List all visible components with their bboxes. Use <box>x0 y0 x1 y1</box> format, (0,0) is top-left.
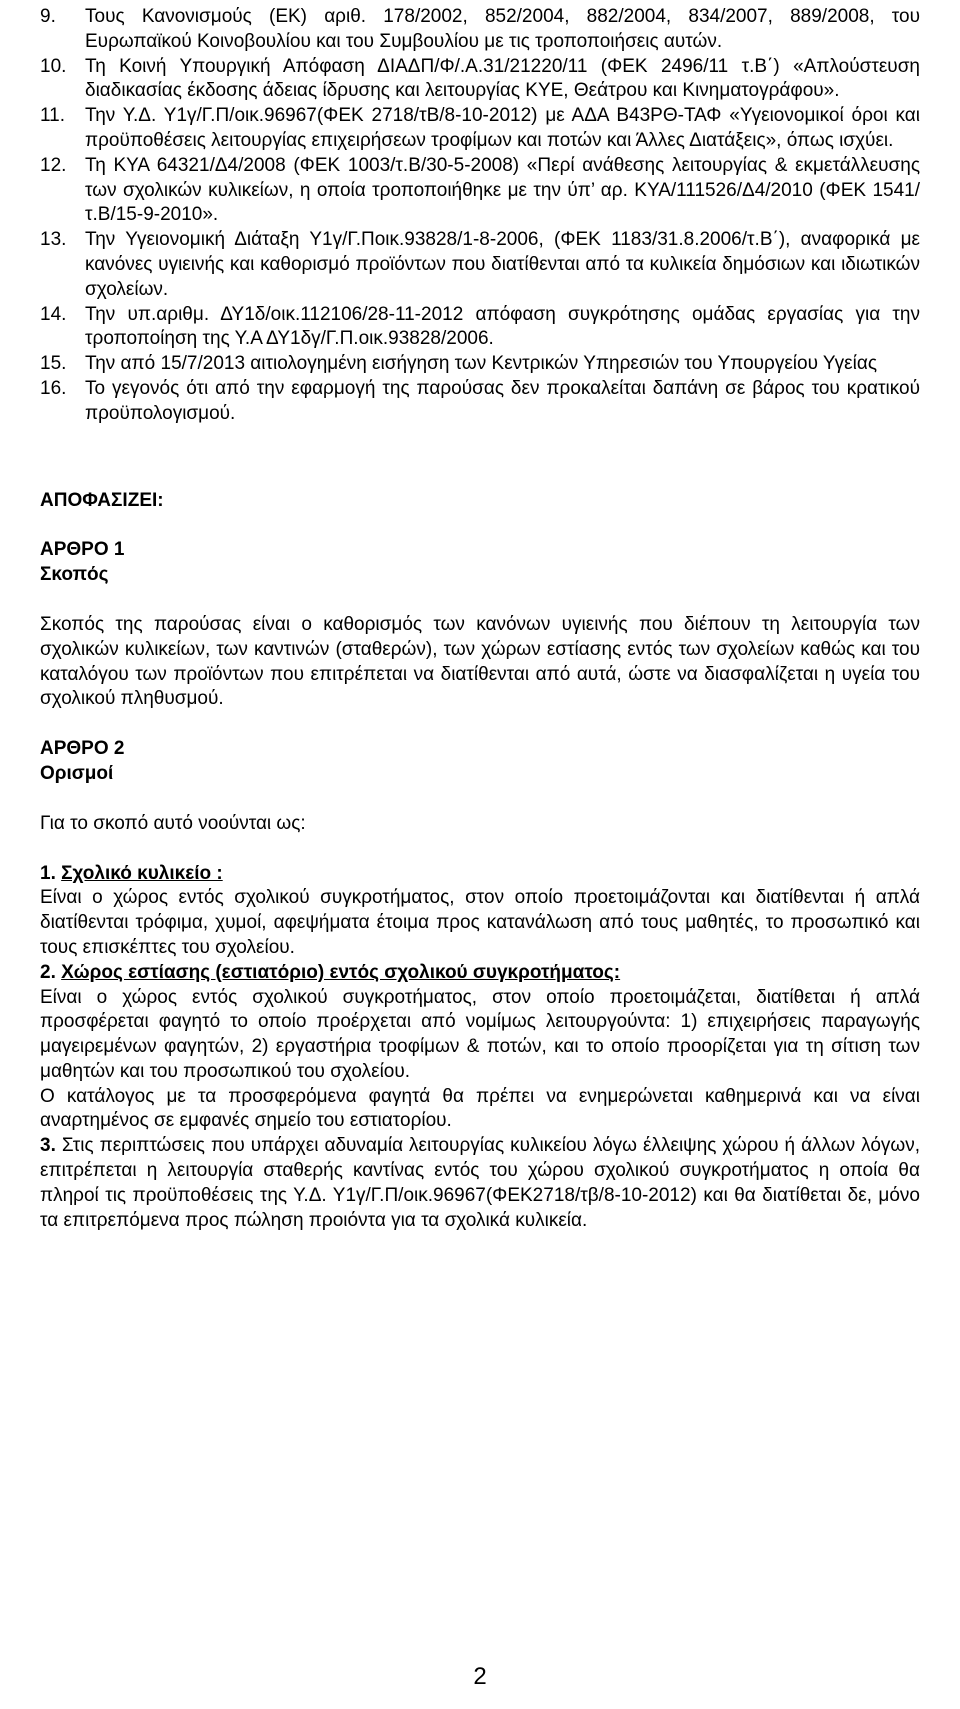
definition-3-number: 3. <box>40 1135 56 1157</box>
decision-heading: ΑΠΟΦΑΣΙΖΕΙ: <box>40 489 164 511</box>
definition-2-heading <box>40 961 920 986</box>
list-item-number: 13. <box>40 229 67 251</box>
article-2-title: Ορισμοί <box>40 762 114 784</box>
definition-1-number: 1. <box>40 862 56 884</box>
list-item <box>40 303 920 353</box>
list-item <box>40 154 920 228</box>
list-item-number: 12. <box>40 154 67 176</box>
definition-2-body-2: Ο κατάλογος με τα προσφερόμενα φαγητά θα πρέπει να ενημερώνεται καθημερινά και να είναι αναρτημένος σε εμφανές σημείο του εστιατορίου. <box>40 1085 920 1132</box>
list-item-text: Τη ΚΥΑ 64321/Δ4/2008 (ΦΕΚ 1003/τ.Β/30-5-2008) «Περί ανάθεσης λειτουργίας & εκμετάλλευσης των σχολικών κυλικείων, η οποία τροποποιήθηκε με την ύπ’ αρ. ΚΥΑ/111526/Δ4/2010 (ΦΕΚ 1541/τ.Β/15-9-2010». <box>85 154 920 226</box>
list-item-text: Το γεγονός ότι από την εφαρμογή της παρούσας δεν προκαλείται δαπάνη σε βάρος του κρατικού προϋπολογισμού. <box>85 377 920 424</box>
list-item-number: 9. <box>40 6 56 27</box>
article-2-label: ΑΡΘΡΟ 2 <box>40 738 125 760</box>
list-item-number: 10. <box>40 55 67 77</box>
definition-1-heading <box>40 862 920 887</box>
definition-1-title: Σχολικό κυλικείο : <box>61 862 223 884</box>
document-content <box>40 5 921 1690</box>
list-item-text: Τους Κανονισμούς (ΕΚ) αριθ. 178/2002, 852/2004, 882/2004, 834/2007, 889/2008, του Ευρωπαϊκού Κοινοβουλίου και του Συμβουλίου με τις τροποποιήσεις αυτών. <box>85 6 920 52</box>
list-item-text: Την Υ.Δ. Υ1γ/Γ.Π/οικ.96967(ΦΕΚ 2718/τΒ/8-10-2012) με ΑΔΑ Β43ΡΘ-ΤΑΦ «Υγειονομικοί όροι και προϋποθέσεις λειτουργίας επιχειρήσεων τροφίμων και ποτών και Άλλες Διατάξεις», όπως ισχύει. <box>85 105 920 151</box>
definition-2-body: Είναι ο χώρος εντός σχολικού συγκροτήματος, στον οποίο προετοιμάζεται, διατίθεται ή απλά προσφέρεται φαγητό το οποίο προέρχεται από νομίμως λειτουργούντα: 1) επιχειρήσεις παραγωγής μαγειρεμένων φαγητών, 2) εργαστήρια τροφίμων & ποτών, και το οποίο προορίζεται για τη σίτιση των μαθητών και του προσωπικού του σχολείου. <box>40 986 920 1082</box>
list-item-number: 16. <box>40 377 67 399</box>
definition-2-title: Χώρος εστίασης (εστιατόριο) εντός σχολικού συγκροτήματος: <box>61 961 621 983</box>
list-item-number: 11. <box>40 105 66 127</box>
list-item <box>40 352 920 377</box>
page-number: 2 <box>473 1663 487 1690</box>
list-item <box>40 377 920 427</box>
list-item <box>40 55 920 105</box>
definition-2-number: 2. <box>40 961 56 983</box>
article-1-title: Σκοπός <box>40 564 109 586</box>
definition-1-body: Είναι ο χώρος εντός σχολικού συγκροτήματος, στον οποίο προετοιμάζονται και διατίθενται ή απλά διατίθενται τρόφιμα, χυμοί, αφεψήματα έτοιμα προς κατανάλωση από τους μαθητές, το προσωπικό και τους επισκέπτες του σχολείου. <box>40 887 920 958</box>
list-item-text: Τη Κοινή Υπουργική Απόφαση ΔΙΑΔΠ/Φ/.Α.31/21220/11 (ΦΕΚ 2496/11 τ.Β΄) «Απλούστευση διαδικασίας έκδοσης άδειας ίδρυσης και λειτουργίας ΚΥΕ, Θεάτρου και Κινηματογράφου». <box>85 55 920 102</box>
list-item-number: 14. <box>40 303 67 325</box>
list-item <box>40 228 920 302</box>
article-2-intro: Για το σκοπό αυτό νοούνται ως: <box>40 812 306 834</box>
list-item-text: Την από 15/7/2013 αιτιολογημένη εισήγηση των Κεντρικών Υπηρεσιών του Υπουργείου Υγείας <box>85 353 878 375</box>
definition-3 <box>40 1134 920 1233</box>
article-1-body: Σκοπός της παρούσας είναι ο καθορισμός των κανόνων υγιεινής που διέπουν τη λειτουργία των σχολικών κυλικείων, των καντινών (σταθερών), των χώρων εστίασης εντός των σχολείων καθώς και του καταλόγου των προϊόντων που επιτρέπεται να διατίθενται από αυτά, ώστε να διασφαλίζεται η υγεία του σχολικού πληθυσμού. <box>40 613 920 710</box>
list-item <box>40 5 920 55</box>
list-item <box>40 104 920 154</box>
definition-3-body: Στις περιπτώσεις που υπάρχει αδυναμία λειτουργίας κυλικείου λόγω έλλειψης χώρου ή άλλων λόγων, επιτρέπεται η λειτουργία σταθερής καντίνας εντός του χώρου σχολικού συγκροτήματος η οποία θα πληροί τις προϋποθέσεις της Υ.Δ. Υ1γ/Γ.Π/οικ.96967(ΦΕΚ2718/τβ/8-10-2012) και θα διατίθεται δε, μόνο τα επιτρεπόμενα προς πώληση προιόντα για τα σχολικά κυλικεία. <box>40 1135 921 1231</box>
list-item-text: Την Υγειονομική Διάταξη Υ1γ/Γ.Ποικ.93828/1-8-2006, (ΦΕΚ 1183/31.8.2006/τ.Β΄), αναφορικά με κανόνες υγιεινής και καθορισμό προϊόντων που διατίθενται από τα κυλικεία δημόσιων και ιδιωτικών σχολείων. <box>85 229 920 300</box>
list-item-text: Την υπ.αριθμ. ΔΥ1δ/οικ.112106/28-11-2012 απόφαση συγκρότησης ομάδας εργασίας για την τροποποίηση της Υ.Α ΔΥ1δγ/Γ.Π.οικ.93828/2006. <box>85 303 920 350</box>
article-1-label: ΑΡΘΡΟ 1 <box>40 539 125 561</box>
list-item-number: 15. <box>40 353 67 375</box>
